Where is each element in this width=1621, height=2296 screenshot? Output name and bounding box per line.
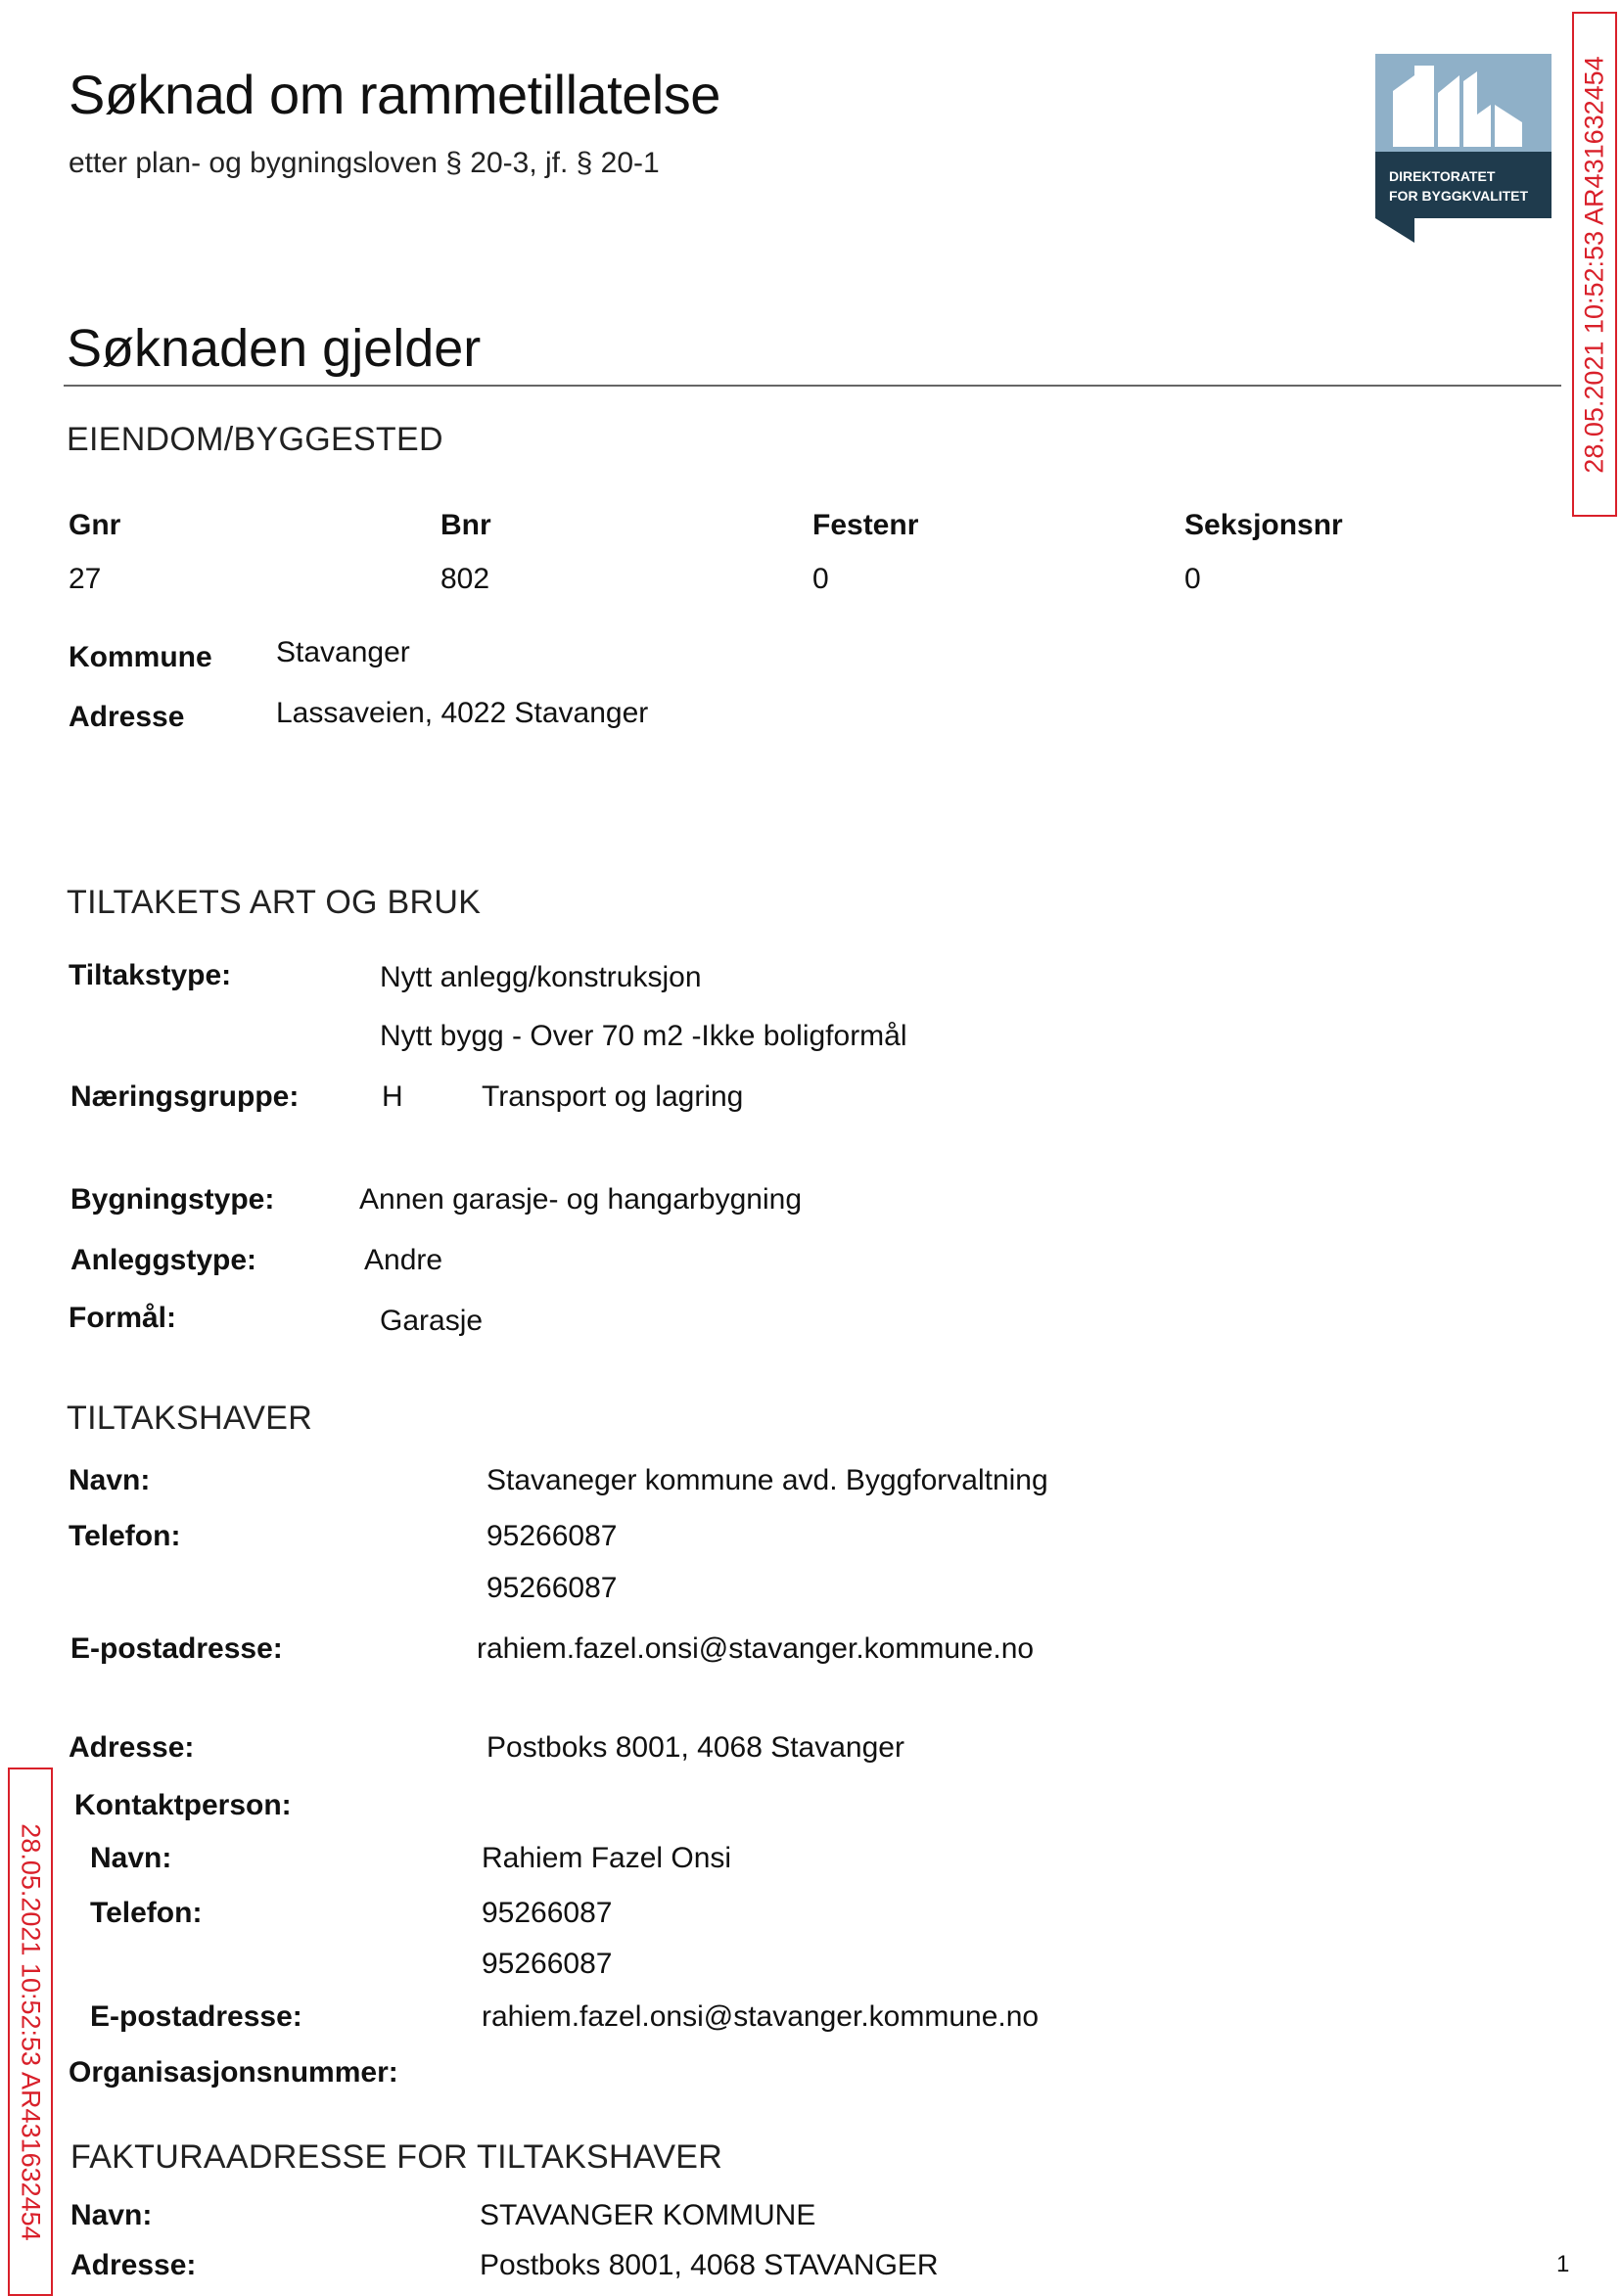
naeringsgruppe-label: Næringsgruppe: (70, 1080, 300, 1113)
page-number: 1 (1556, 2251, 1570, 2277)
document-title: Søknad om rammetillatelse (69, 64, 720, 125)
dibk-logo (1375, 54, 1552, 243)
adresse-label: Adresse (69, 701, 185, 733)
timestamp-stamp-top (1572, 12, 1617, 517)
bnr-label: Bnr (440, 509, 491, 541)
bygningstype-value: Annen garasje- og hangarbygning (359, 1183, 803, 1216)
section-heading-tiltak: TILTAKETS ART OG BRUK (67, 884, 482, 921)
logo-text-line1: DIREKTORATET (1389, 168, 1496, 184)
tiltakstype-value-2: Nytt bygg - Over 70 m2 -Ikke boligformål (380, 1020, 907, 1052)
festenr-label: Festenr (812, 509, 919, 541)
anleggstype-label: Anleggstype: (70, 1244, 257, 1276)
tiltakshaver-navn-label: Navn: (69, 1464, 151, 1496)
organisasjonsnummer-label: Organisasjonsnummer: (69, 2056, 398, 2089)
section-heading-faktura: FAKTURAADRESSE FOR TILTAKSHAVER (70, 2138, 723, 2176)
seksjonsnr-value: 0 (1184, 563, 1201, 595)
stamp-text: 28.05.2021 10:52:53 AR431632454 (16, 1822, 46, 2241)
kommune-label: Kommune (69, 641, 212, 673)
kontaktperson-telefon-1: 95266087 (482, 1897, 613, 1929)
faktura-adresse-value: Postboks 8001, 4068 STAVANGER (480, 2249, 939, 2281)
kontaktperson-label: Kontaktperson: (74, 1789, 292, 1821)
faktura-adresse-label: Adresse: (70, 2249, 197, 2281)
naeringsgruppe-code: H (382, 1080, 403, 1113)
seksjonsnr-label: Seksjonsnr (1184, 509, 1343, 541)
tiltakstype-label: Tiltakstype: (69, 959, 232, 991)
document-subtitle: etter plan- og bygningsloven § 20-3, jf. § 20-1 (69, 147, 660, 179)
section-heading-soknaden: Søknaden gjelder (67, 319, 482, 378)
festenr-value: 0 (812, 563, 829, 595)
gnr-label: Gnr (69, 509, 121, 541)
bnr-value: 802 (440, 563, 490, 595)
kontaktperson-telefon-2: 95266087 (482, 1948, 613, 1980)
kontaktperson-navn-label: Navn: (90, 1842, 172, 1874)
tiltakshaver-navn-value: Stavaneger kommune avd. Byggforvaltning (486, 1464, 1048, 1496)
faktura-navn-label: Navn: (70, 2199, 153, 2231)
timestamp-stamp-bottom (8, 1768, 53, 2296)
kontaktperson-navn-value: Rahiem Fazel Onsi (482, 1842, 732, 1874)
tiltakshaver-adresse-label: Adresse: (69, 1731, 195, 1764)
tiltakshaver-adresse-value: Postboks 8001, 4068 Stavanger (486, 1731, 904, 1764)
kontaktperson-epost-label: E-postadresse: (90, 2000, 302, 2033)
tiltakshaver-telefon-1: 95266087 (486, 1520, 618, 1552)
heading-divider (64, 385, 1561, 387)
tiltakshaver-telefon-2: 95266087 (486, 1572, 618, 1604)
kontaktperson-epost-value: rahiem.fazel.onsi@stavanger.kommune.no (482, 2000, 1040, 2033)
kommune-value: Stavanger (276, 636, 410, 668)
tiltakstype-value-1: Nytt anlegg/konstruksjon (380, 961, 702, 993)
adresse-value: Lassaveien, 4022 Stavanger (276, 697, 649, 729)
formal-value: Garasje (380, 1305, 484, 1337)
tiltakshaver-telefon-label: Telefon: (69, 1520, 181, 1552)
section-heading-eiendom: EIENDOM/BYGGESTED (67, 421, 443, 458)
kontaktperson-telefon-label: Telefon: (90, 1897, 203, 1929)
tiltakshaver-epost-value: rahiem.fazel.onsi@stavanger.kommune.no (477, 1632, 1035, 1665)
tiltakshaver-epost-label: E-postadresse: (70, 1632, 283, 1665)
gnr-value: 27 (69, 563, 102, 595)
bygningstype-label: Bygningstype: (70, 1183, 275, 1216)
stamp-text: 28.05.2021 10:52:53 AR431632454 (1579, 55, 1609, 474)
anleggstype-value: Andre (364, 1244, 443, 1276)
naeringsgruppe-value: Transport og lagring (482, 1080, 744, 1113)
formal-label: Formål: (69, 1302, 177, 1334)
logo-text-line2: FOR BYGGKVALITET (1389, 188, 1529, 204)
faktura-navn-value: STAVANGER KOMMUNE (480, 2199, 816, 2231)
section-heading-tiltakshaver: TILTAKSHAVER (67, 1400, 313, 1437)
